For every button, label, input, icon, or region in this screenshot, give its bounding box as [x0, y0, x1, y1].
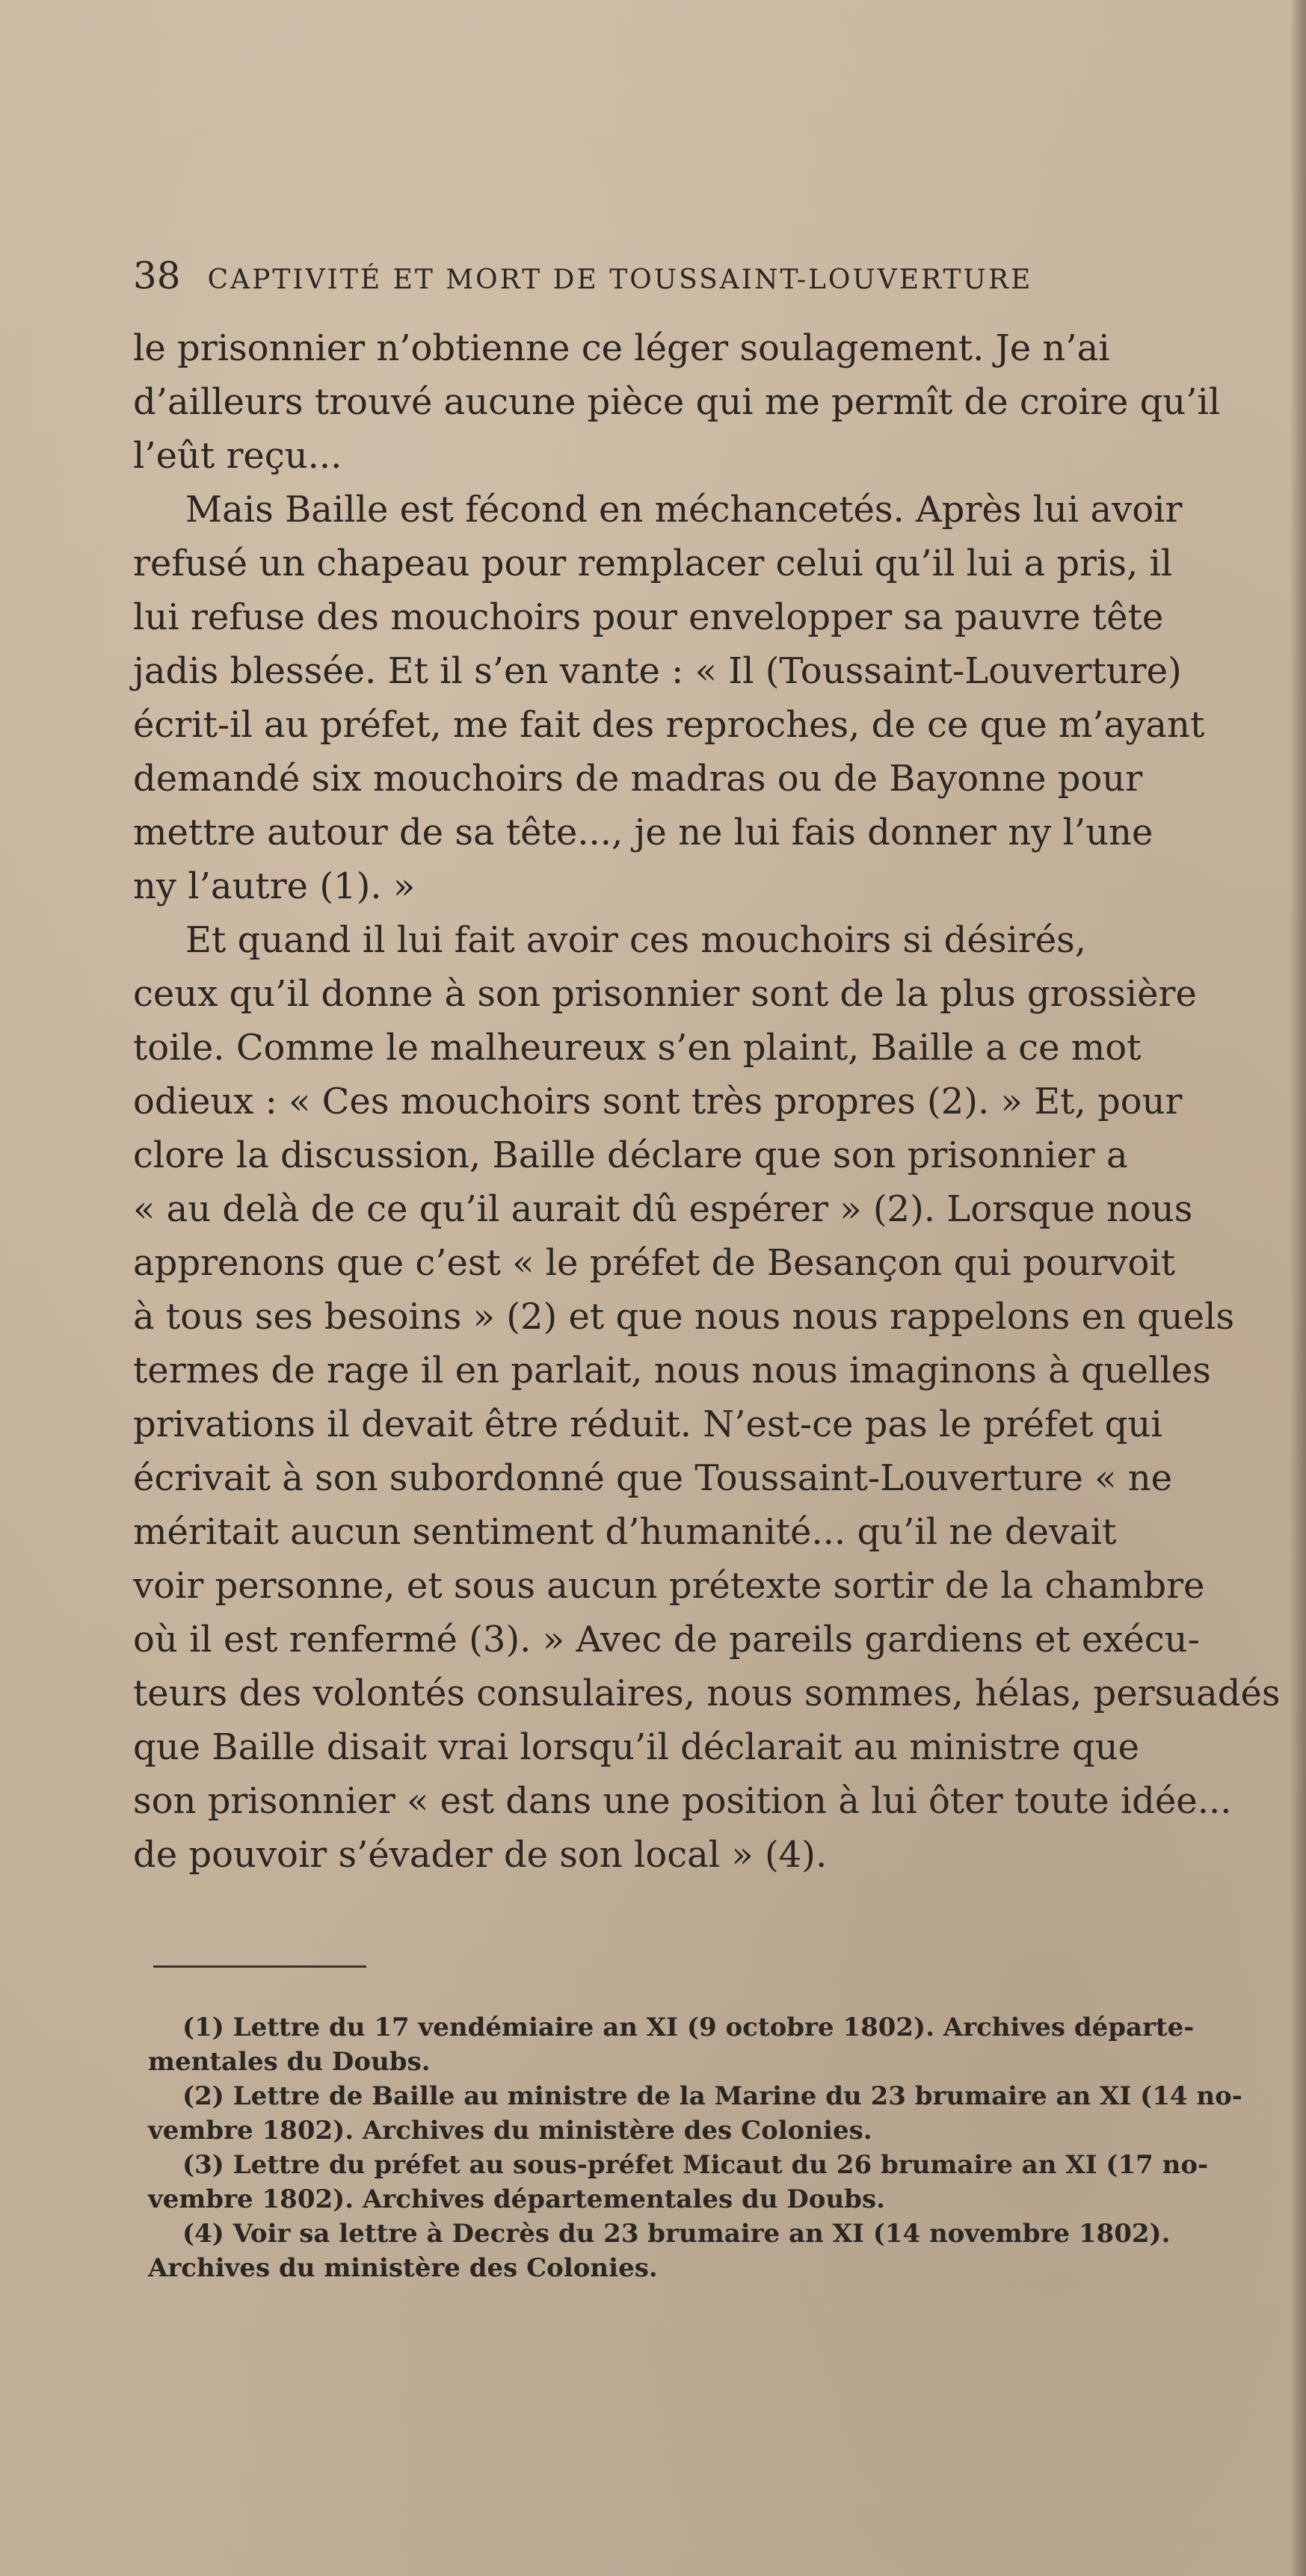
body-line: jadis blessée. Et il s’en vante : « Il (Toussaint-Louverture) [133, 650, 1182, 692]
body-line: « au delà de ce qu’il aurait dû espérer » (2). Lorsque nous [133, 1188, 1193, 1230]
body-line: ny l’autre (1). » [133, 865, 416, 907]
body-line: toile. Comme le malheureux s’en plaint, Baille a ce mot [133, 1027, 1142, 1069]
body-line: mettre autour de sa tête..., je ne lui fais donner ny l’une [133, 812, 1153, 853]
body-line: refusé un chapeau pour remplacer celui qu’il lui a pris, il [133, 543, 1173, 584]
page-number: 38 [133, 254, 181, 297]
body-line: ceux qu’il donne à son prisonnier sont de la plus grossière [133, 973, 1197, 1015]
body-line: écrit-il au préfet, me fait des reproches, de ce que m’ayant [133, 704, 1205, 746]
body-line: lui refuse des mouchoirs pour envelopper sa pauvre tête [133, 596, 1164, 638]
footnote-line: (4) Voir sa lettre à Decrès du 23 brumaire an XI (14 novembre 1802). [182, 2219, 1171, 2249]
footnote-line: vembre 1802). Archives du ministère des Colonies. [148, 2116, 872, 2146]
body-line: teurs des volontés consulaires, nous sommes, hélas, persuadés [133, 1672, 1281, 1714]
body-text [133, 321, 1299, 1882]
body-line: Mais Baille est fécond en méchancetés. Après lui avoir [185, 489, 1183, 531]
body-line: voir personne, et sous aucun prétexte sortir de la chambre [133, 1565, 1205, 1607]
body-line: d’ailleurs trouvé aucune pièce qui me permît de croire qu’il [133, 381, 1221, 423]
body-line: odieux : « Ces mouchoirs sont très propres (2). » Et, pour [133, 1081, 1183, 1122]
body-line: que Baille disait vrai lorsqu’il déclarait au ministre que [133, 1726, 1140, 1768]
body-line: le prisonnier n’obtienne ce léger soulagement. Je n’ai [133, 327, 1110, 369]
body-line: apprenons que c’est « le préfet de Besançon qui pourvoit [133, 1242, 1176, 1284]
body-line: clore la discussion, Baille déclare que son prisonnier a [133, 1134, 1128, 1176]
body-line: méritait aucun sentiment d’humanité... qu’il ne devait [133, 1511, 1117, 1553]
footnote-line: (1) Lettre du 17 vendémiaire an XI (9 octobre 1802). Archives départe- [182, 2013, 1195, 2042]
body-line: écrivait à son subordonné que Toussaint-Louverture « ne [133, 1457, 1173, 1499]
running-head [133, 254, 1239, 306]
footnote-separator [153, 1965, 366, 1968]
footnote-line: (2) Lettre de Baille au ministre de la Marine du 23 brumaire an XI (14 no- [182, 2081, 1242, 2111]
body-line: Et quand il lui fait avoir ces mouchoirs si désirés, [185, 919, 1087, 961]
footnote-line: vembre 1802). Archives départementales du Doubs. [148, 2184, 885, 2214]
body-line: de pouvoir s’évader de son local » (4). [133, 1834, 828, 1876]
footnote-line: Archives du ministère des Colonies. [148, 2253, 658, 2283]
body-line: privations il devait être réduit. N’est-ce pas le préfet qui [133, 1403, 1162, 1445]
body-line: à tous ses besoins » (2) et que nous nous rappelons en quels [133, 1296, 1235, 1338]
body-line: où il est renfermé (3). » Avec de pareils gardiens et exécu- [133, 1619, 1200, 1661]
footnote-line: mentales du Doubs. [148, 2047, 431, 2077]
footnotes [148, 2010, 1299, 2285]
body-line: l’eût reçu... [133, 435, 342, 477]
body-line: demandé six mouchoirs de madras ou de Bayonne pour [133, 758, 1143, 800]
running-title: CAPTIVITÉ ET MORT DE TOUSSAINT-LOUVERTURE [207, 265, 1033, 295]
footnote-line: (3) Lettre du préfet au sous-préfet Micaut du 26 brumaire an XI (17 no- [182, 2150, 1209, 2180]
body-line: termes de rage il en parlait, nous nous imaginons à quelles [133, 1350, 1211, 1392]
body-line: son prisonnier « est dans une position à lui ôter toute idée... [133, 1780, 1232, 1822]
